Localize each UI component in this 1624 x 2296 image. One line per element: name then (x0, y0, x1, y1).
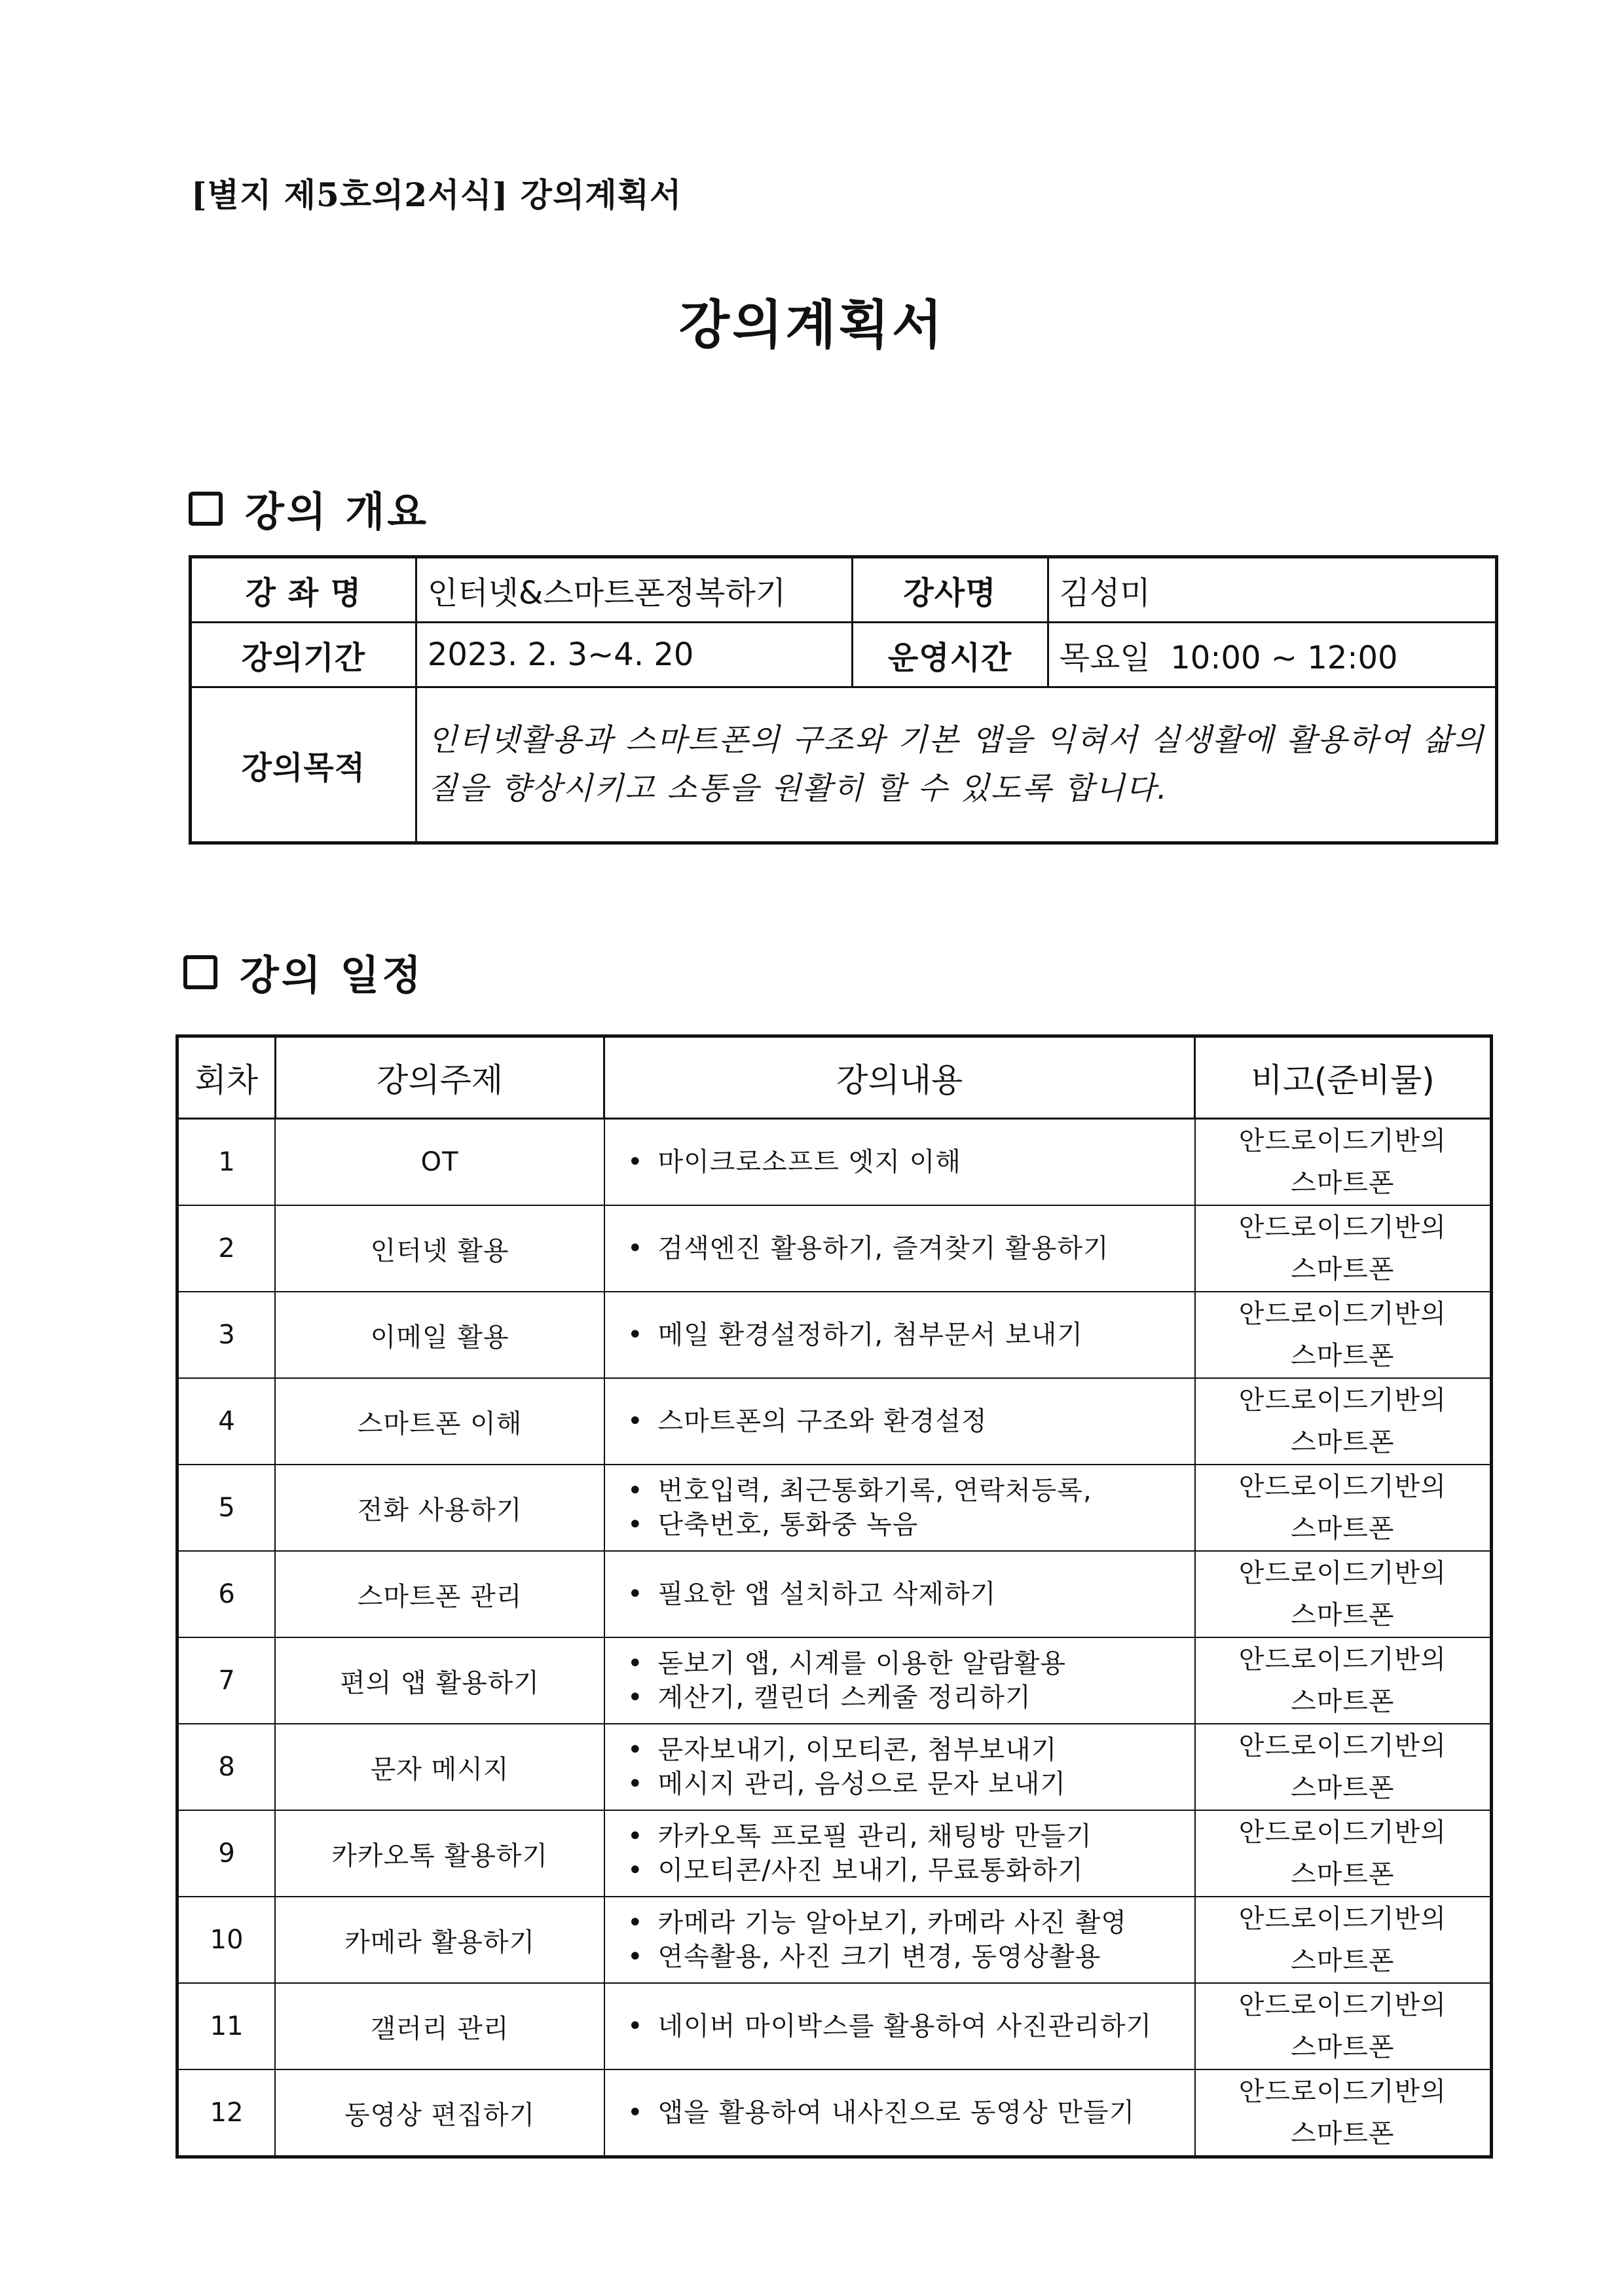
session-topic: 편의 앱 활용하기 (275, 1637, 604, 1724)
session-number: 10 (177, 1897, 276, 1983)
note-line: 안드로이드기반의 (1238, 2077, 1447, 2107)
table-row (177, 1724, 1492, 1810)
session-topic: 스마트폰 이해 (275, 1378, 604, 1465)
session-number: 8 (177, 1724, 276, 1810)
session-topic: 전화 사용하기 (275, 1465, 604, 1551)
session-content (604, 1378, 1195, 1465)
course-name-label: 강 좌 명 (191, 557, 416, 623)
session-topic: 동영상 편집하기 (275, 2069, 604, 2157)
note-line: 스마트폰 (1291, 1773, 1395, 1803)
schedule-body (177, 1119, 1492, 2157)
section-schedule-label: 강의 일정 (240, 951, 424, 999)
note-line: 스마트폰 (1291, 1514, 1395, 1544)
session-content (604, 1292, 1195, 1378)
session-number: 1 (177, 1119, 276, 1206)
session-note (1195, 1810, 1492, 1897)
section-schedule-heading (183, 943, 424, 1001)
content-bullet-item: • 앱을 활용하여 내사진으로 동영상 만들기 (627, 2096, 1194, 2130)
note-line: 스마트폰 (1291, 1859, 1395, 1889)
note-line: 안드로이드기반의 (1238, 1299, 1447, 1329)
content-bullet-item: • 카메라 기능 알아보기, 카메라 사진 촬영 (627, 1906, 1194, 1940)
session-number: 7 (177, 1637, 276, 1724)
note-line: 안드로이드기반의 (1238, 1645, 1447, 1675)
section-overview-label: 강의 개요 (245, 488, 430, 536)
table-row (177, 1637, 1492, 1724)
note-line: 스마트폰 (1291, 1686, 1395, 1717)
table-row (177, 1119, 1492, 1206)
instructor-label: 강사명 (852, 557, 1048, 623)
content-bullet-item: • 이모티콘/사진 보내기, 무료통화하기 (627, 1853, 1194, 1887)
session-number: 9 (177, 1810, 276, 1897)
session-topic: 스마트폰 관리 (275, 1551, 604, 1637)
session-number: 12 (177, 2069, 276, 2157)
content-bullet-item: • 필요한 앱 설치하고 삭제하기 (627, 1577, 1194, 1611)
content-bullet-item: • 연속촬용, 사진 크기 변경, 동영상촬용 (627, 1940, 1194, 1974)
session-number: 11 (177, 1983, 276, 2069)
content-bullet-item: • 검색엔진 활용하기, 즐겨찾기 활용하기 (627, 1231, 1194, 1266)
content-bullet-item: • 돋보기 앱, 시계를 이용한 알람활용 (627, 1647, 1194, 1681)
section-overview-heading (189, 479, 429, 538)
session-number: 3 (177, 1292, 276, 1378)
session-content (604, 1810, 1195, 1897)
hours-label: 운영시간 (852, 623, 1048, 687)
note-line: 안드로이드기반의 (1238, 1731, 1447, 1761)
note-line: 안드로이드기반의 (1238, 1558, 1447, 1588)
session-number: 5 (177, 1465, 276, 1551)
session-number: 2 (177, 1205, 276, 1292)
header-content: 강의내용 (604, 1036, 1195, 1119)
header-session: 회차 (177, 1036, 276, 1119)
session-note (1195, 1378, 1492, 1465)
session-note (1195, 1465, 1492, 1551)
hours-value: 목요일 10:00 ~ 12:00 (1048, 623, 1496, 687)
purpose-value: 인터넷활용과 스마트폰의 구조와 기본 앱을 익혀서 실생활에 활용하여 삶의 질을 향상시키고 소통을 원활히 할 수 있도록 합니다. (416, 687, 1496, 843)
content-bullet-item: • 계산기, 캘린더 스케줄 정리하기 (627, 1681, 1194, 1715)
note-line: 스마트폰 (1291, 1168, 1395, 1198)
note-line: 스마트폰 (1291, 1946, 1395, 1976)
session-note (1195, 1119, 1492, 1206)
session-content (604, 1724, 1195, 1810)
session-number: 6 (177, 1551, 276, 1637)
content-bullet-item: • 스마트폰의 구조와 환경설정 (627, 1404, 1194, 1438)
period-value: 2023. 2. 3~4. 20 (416, 623, 852, 687)
session-topic: 갤러리 관리 (275, 1983, 604, 2069)
session-note (1195, 1205, 1492, 1292)
session-number: 4 (177, 1378, 276, 1465)
table-row (177, 1205, 1492, 1292)
table-row (177, 1810, 1492, 1897)
course-name-value: 인터넷&스마트폰정복하기 (416, 557, 852, 623)
note-line: 스마트폰 (1291, 2119, 1395, 2149)
session-content (604, 1897, 1195, 1983)
table-row (177, 2069, 1492, 2157)
table-row (177, 1897, 1492, 1983)
note-line: 스마트폰 (1291, 1341, 1395, 1371)
table-row (177, 1292, 1492, 1378)
session-note (1195, 1551, 1492, 1637)
header-topic: 강의주제 (275, 1036, 604, 1119)
session-note (1195, 1983, 1492, 2069)
content-bullet-item: • 단축번호, 통화중 녹음 (627, 1508, 1194, 1542)
note-line: 스마트폰 (1291, 2032, 1395, 2062)
instructor-value: 김성미 (1048, 557, 1496, 623)
session-note (1195, 1292, 1492, 1378)
note-line: 안드로이드기반의 (1238, 1385, 1447, 1415)
session-content (604, 1637, 1195, 1724)
page-title: 강의계획서 (678, 294, 946, 355)
content-bullet-item: • 카카오톡 프로필 관리, 채팅방 만들기 (627, 1819, 1194, 1853)
session-content (604, 1465, 1195, 1551)
content-bullet-item: • 번호입력, 최근통화기록, 연락처등록, (627, 1474, 1194, 1508)
session-topic: 카카오톡 활용하기 (275, 1810, 604, 1897)
session-content (604, 1205, 1195, 1292)
table-row (177, 1551, 1492, 1637)
note-line: 스마트폰 (1291, 1600, 1395, 1630)
content-bullet-item: • 메시지 관리, 음성으로 문자 보내기 (627, 1767, 1194, 1801)
note-line: 스마트폰 (1291, 1427, 1395, 1457)
session-note (1195, 1724, 1492, 1810)
session-topic: OT (275, 1119, 604, 1206)
session-content (604, 2069, 1195, 2157)
note-line: 안드로이드기반의 (1238, 1817, 1447, 1848)
content-bullet-item: • 문자보내기, 이모티콘, 첨부보내기 (627, 1733, 1194, 1767)
table-row (177, 1465, 1492, 1551)
session-note (1195, 1637, 1492, 1724)
schedule-table (175, 1034, 1493, 2159)
session-content (604, 1119, 1195, 1206)
session-topic: 이메일 활용 (275, 1292, 604, 1378)
form-reference: [별지 제5호의2서식] 강의계획서 (191, 175, 682, 214)
session-topic: 카메라 활용하기 (275, 1897, 604, 1983)
purpose-label: 강의목적 (191, 687, 416, 843)
note-line: 안드로이드기반의 (1238, 1990, 1447, 2020)
note-line: 안드로이드기반의 (1238, 1212, 1447, 1243)
overview-table (189, 555, 1498, 845)
table-row (177, 1983, 1492, 2069)
session-note (1195, 1897, 1492, 1983)
period-label: 강의기간 (191, 623, 416, 687)
checkbox-square-icon (183, 955, 217, 989)
note-line: 안드로이드기반의 (1238, 1904, 1447, 1934)
table-row (177, 1378, 1492, 1465)
session-topic: 문자 메시지 (275, 1724, 604, 1810)
session-content (604, 1551, 1195, 1637)
content-bullet-item: • 메일 환경설정하기, 첨부문서 보내기 (627, 1318, 1194, 1352)
session-note (1195, 2069, 1492, 2157)
session-topic: 인터넷 활용 (275, 1205, 604, 1292)
content-bullet-item: • 마이크로소프트 엣지 이해 (627, 1145, 1194, 1179)
content-bullet-item: • 네이버 마이박스를 활용하여 사진관리하기 (627, 2009, 1194, 2043)
checkbox-square-icon (189, 492, 223, 526)
schedule-header-row (177, 1036, 1492, 1119)
note-line: 안드로이드기반의 (1238, 1472, 1447, 1502)
note-line: 안드로이드기반의 (1238, 1126, 1447, 1156)
note-line: 스마트폰 (1291, 1254, 1395, 1285)
session-content (604, 1983, 1195, 2069)
header-note: 비고(준비물) (1195, 1036, 1492, 1119)
